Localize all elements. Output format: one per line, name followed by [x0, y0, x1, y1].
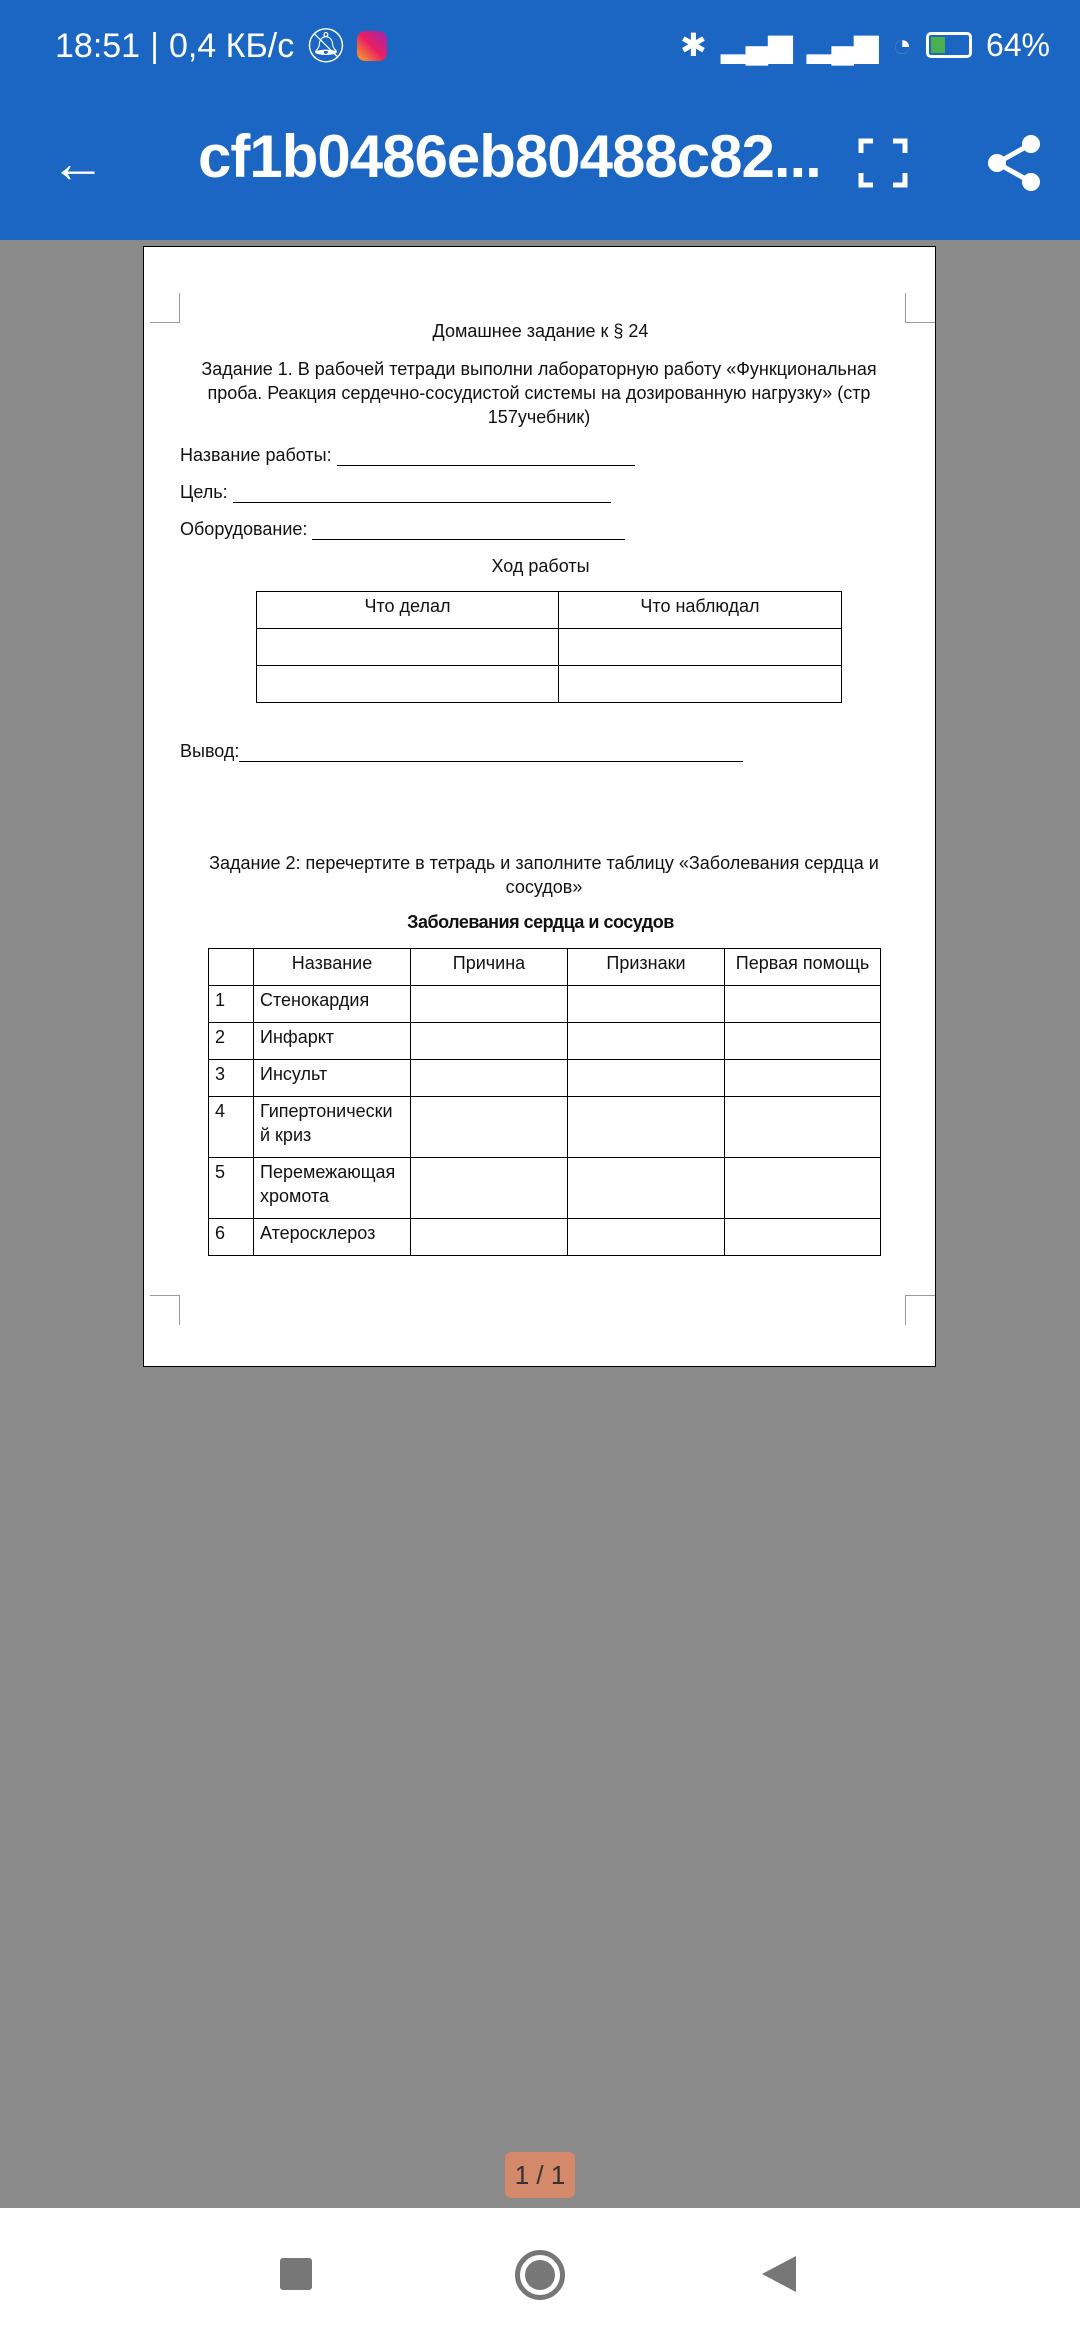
navigation-bar: [0, 2208, 1080, 2340]
header-cell: Причина: [411, 949, 568, 986]
disease-name: Гипертонически й криз: [254, 1097, 411, 1158]
task1-text: Задание 1. В рабочей тетради выполни лабораторную работу «Функциональная проба. Реакция сердечно-сосудистой системы на дозированную нагрузку» (стр 157учебник): [201, 359, 877, 427]
recents-button[interactable]: [280, 2258, 312, 2290]
home-button[interactable]: [515, 2250, 565, 2300]
table-row: [209, 1219, 881, 1256]
task2-text: Задание 2: перечертите в тетрадь и заполните таблицу «Заболевания сердца и сосудов»: [209, 853, 879, 897]
cell: [257, 629, 559, 666]
corner-mark: [150, 1295, 180, 1325]
row-number: 2: [209, 1023, 254, 1060]
status-bar-right: [680, 26, 1050, 64]
document-page: [143, 246, 936, 1367]
table-row: [209, 1158, 881, 1219]
battery-percent: 64%: [985, 26, 1050, 63]
conclusion-label: Вывод:: [180, 741, 240, 761]
page-indicator: 1 / 1: [505, 2152, 575, 2198]
disease-name: Инфаркт: [254, 1023, 411, 1060]
diseases-table: [208, 948, 881, 1256]
cell: [559, 629, 842, 666]
back-arrow-icon[interactable]: ←: [50, 131, 106, 194]
row-number: 1: [209, 986, 254, 1023]
table-row: [209, 986, 881, 1023]
equipment-label: Оборудование:: [180, 519, 308, 539]
signal-icon-2: ▂▄▆: [806, 27, 879, 63]
progress-heading: Ход работы: [491, 556, 590, 576]
disease-name: Инсульт: [254, 1060, 411, 1097]
goal-label: Цель:: [180, 482, 228, 502]
corner-mark: [905, 1295, 935, 1325]
back-button[interactable]: [762, 2256, 796, 2292]
document-title: cf1b0486eb80488c82...: [198, 123, 821, 190]
table2-title: Заболевания сердца и сосудов: [407, 912, 674, 932]
work-table: [256, 591, 842, 703]
table-row: [209, 1097, 881, 1158]
blank-line: [239, 744, 743, 762]
share-icon[interactable]: [985, 134, 1043, 192]
table-row: [209, 1060, 881, 1097]
separator: |: [150, 26, 159, 65]
header-cell: Что делал: [257, 592, 559, 629]
bluetooth-icon: ✱: [680, 27, 707, 63]
status-bar-left: [55, 26, 387, 66]
header-cell: Название: [254, 949, 411, 986]
instagram-icon: [357, 31, 387, 61]
row-number: 6: [209, 1219, 254, 1256]
row-number: 3: [209, 1060, 254, 1097]
corner-mark: [150, 293, 180, 323]
row-number: 5: [209, 1158, 254, 1219]
header-cell: Первая помощь: [725, 949, 881, 986]
work-name-label: Название работы:: [180, 445, 332, 465]
mute-bell-icon: 🔕︎: [304, 27, 348, 65]
corner-mark: [905, 293, 935, 323]
network-speed: 0,4 КБ/с: [168, 26, 295, 65]
disease-name: Стенокардия: [254, 986, 411, 1023]
row-number: 4: [209, 1097, 254, 1158]
cell: [559, 666, 842, 703]
doc-heading: Домашнее задание к § 24: [432, 321, 649, 341]
disease-name: Атеросклероз: [254, 1219, 411, 1256]
battery-icon: [926, 32, 972, 58]
cell: [257, 666, 559, 703]
header-cell: Что наблюдал: [559, 592, 842, 629]
header-cell: [209, 949, 254, 986]
blank-line: [233, 485, 611, 503]
blank-line: [337, 448, 635, 466]
top-bar: [0, 0, 1080, 240]
table-row: [209, 1023, 881, 1060]
disease-name: Перемежающая хромота: [254, 1158, 411, 1219]
blank-line: [312, 522, 625, 540]
fullscreen-icon[interactable]: [858, 138, 908, 188]
header-cell: Признаки: [568, 949, 725, 986]
time: 18:51: [55, 26, 141, 65]
wifi-icon: ◔: [892, 26, 912, 63]
signal-icon: ▂▄▆: [720, 27, 793, 63]
